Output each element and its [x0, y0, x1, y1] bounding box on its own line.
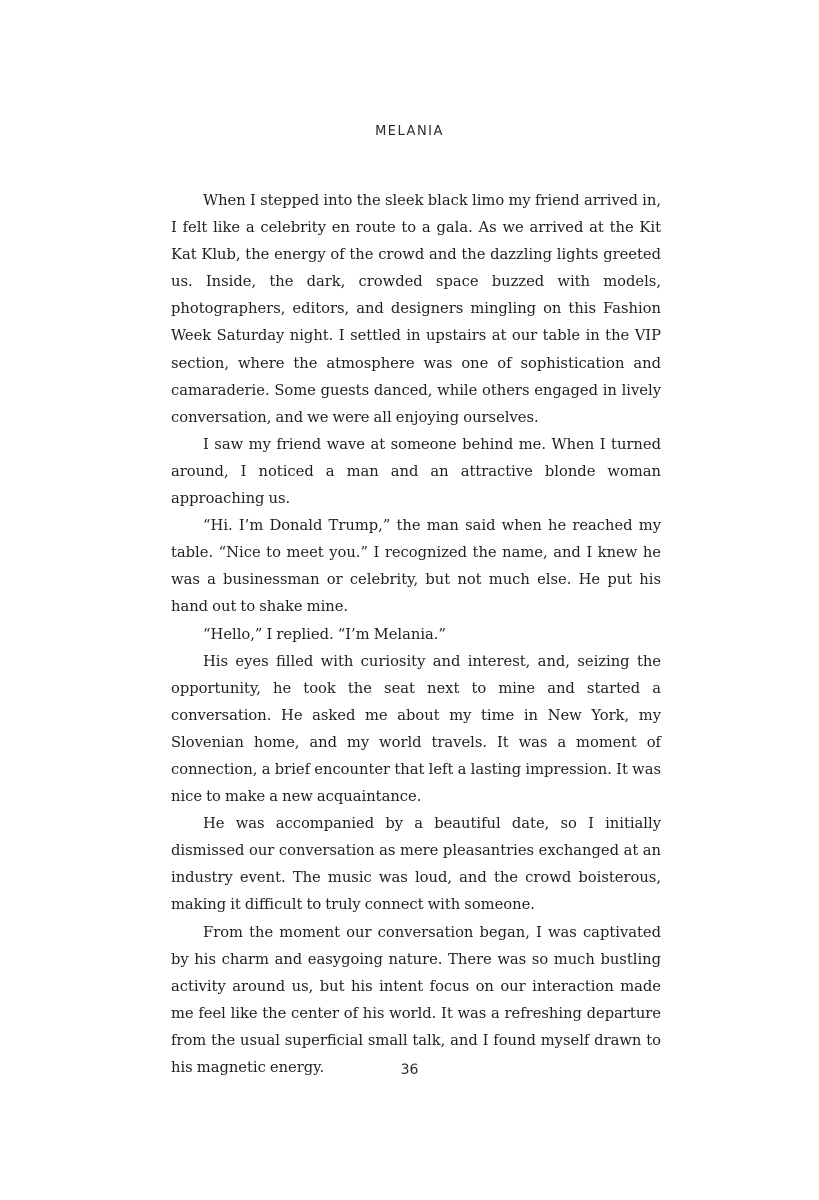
paragraph: I saw my friend wave at someone behind me. When I turned around, I noticed a man and an attractive blonde woman approaching us. — [171, 435, 661, 508]
body-text — [171, 187, 661, 1081]
paragraph: “Hi. I’m Donald Trump,” the man said when he reached my table. “Nice to meet you.” I recognized the name, and I knew he was a businessman or celebrity, but not much else. He put his hand out to shake mine. — [171, 517, 661, 616]
paragraph: He was accompanied by a beautiful date, so I initially dismissed our conversation as mere pleasantries exchanged at an industry event. The music was loud, and the crowd boisterous, making it difficult to truly connect with someone. — [171, 815, 661, 914]
paragraph: When I stepped into the sleek black limo my friend arrived in, I felt like a celebrity en route to a gala. As we arrived at the Kit Kat Klub, the energy of the crowd and the dazzling lights greeted us. Inside, the dark, crowded space buzzed with models, photographers, editors, and designers mingling on this Fashion Week Saturday night. I settled in upstairs at our table in the VIP section, where the atmosphere was one of sophistication and camaraderie. Some guests danced, while others engaged in lively conversation, and we were all enjoying ourselves. — [171, 192, 661, 426]
paragraph: From the moment our conversation began, I was captivated by his charm and easygoing nature. There was so much bustling activity around us, but his intent focus on our interaction made me feel like the center of his world. It was a refreshing departure from the usual superficial small talk, and I found myself drawn to his magnetic energy. — [171, 923, 661, 1076]
paragraph: “Hello,” I replied. “I’m Melania.” — [203, 625, 446, 643]
page-number: 36 — [400, 1062, 419, 1078]
running-head: MELANIA — [375, 124, 444, 139]
paragraph: His eyes filled with curiosity and interest, and, seizing the opportunity, he took the seat next to mine and started a conversation. He asked me about my time in New York, my Slovenian home, and my world travels. It was a moment of connection, a brief encounter that left a lasting impression. It was nice to make a new acquaintance. — [171, 652, 661, 806]
